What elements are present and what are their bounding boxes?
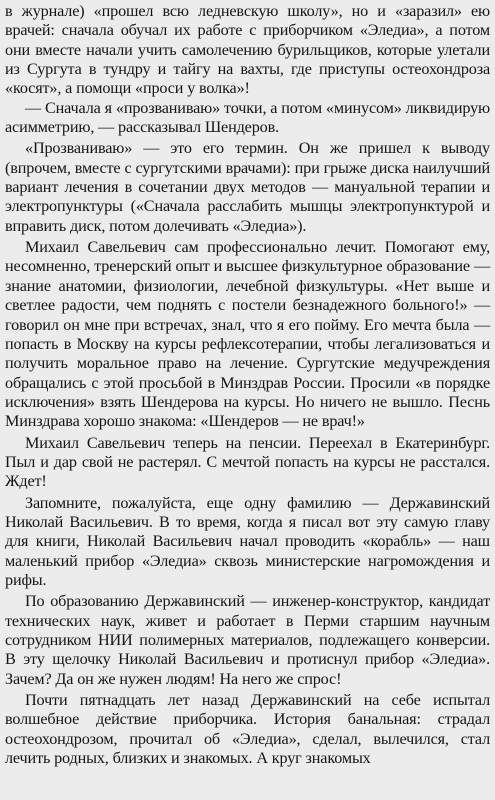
paragraph-4: Михаил Савельевич сам профессионально лечит. Помогают ему, несомненно, тренерский опыт и высшее физкультурное образование — знание анатомии, физиологии, лечебной физкультуры. «Нет выше и светлее радости, чем поднять с постели безнадежного больного!» — говорил он мне при встречах, знал, что я его пойму. Его мечта была — попасть в Москву на курсы рефлексотерапии, чтобы легализоваться и получить моральное право на лечение. Сургутские медучреждения обращались с этой просьбой в Минздрав России. Просили «в порядке исключения» взять Шендерова на курсы. Но ничего не вышло. Песнь Минздрава хорошо знакома: «Шендеров — не врач!»	[5, 238, 490, 431]
paragraph-5: Михаил Савельевич теперь на пенсии. Переехал в Екатеринбург. Пыл и дар свой не растерял. С мечтой попасть на курсы не расстался. Ждет!	[5, 433, 490, 491]
paragraph-8: Почти пятнадцать лет назад Державинский на себе испытал волшебное действие приборчика. История банальная: страдал остеохондрозом, прочитал об «Эледиа», сделал, вылечился, стал лечить родных, близких и знакомых. А круг знакомых	[5, 691, 490, 768]
paragraph-7: По образованию Державинский — инженер-конструктор, кандидат технических наук, живет и работает в Перми старшим научным сотрудником НИИ полимерных материалов, подлежащего конверсии. В эту щелочку Николай Васильевич и протиснул прибор «Эледиа». Зачем? Да он же нужен людям! На него же спрос!	[5, 592, 490, 688]
paragraph-6: Запомните, пожалуйста, еще одну фамилию — Державинский Николай Васильевич. В то время, когда я писал вот эту самую главу для книги, Николай Васильевич начал проводить «корабль» — наш маленький прибор «Эледиа» сквозь министерские нагромождения и рифы.	[5, 493, 490, 589]
paragraph-1: в журнале) «прошел всю ледневскую школу», но и «заразил» ею врачей: сначала обучал их работе с приборчиком «Эледиа», а потом они вместе начали учить самолечению бурильщиков, которые улетали из Сургута в тундру и тайгу на вахты, где приступы остеохондроза «косят», а помощи «проси у волка»!	[5, 2, 490, 98]
paragraph-2: — Сначала я «прозваниваю» точки, а потом «минусом» ликвидирую асимметрию, — рассказывал Шендеров.	[5, 98, 490, 137]
paragraph-3: «Прозваниваю» — это его термин. Он же пришел к выводу (впрочем, вместе с сургутскими врачами): при грыже диска наилучший вариант лечения в сочетании двух методов — мануальной терапии и электропунктуры («Сначала расслабить мышцы электропунктурой и вправить диск, потом долечивать «Эледиа»).	[5, 139, 490, 235]
